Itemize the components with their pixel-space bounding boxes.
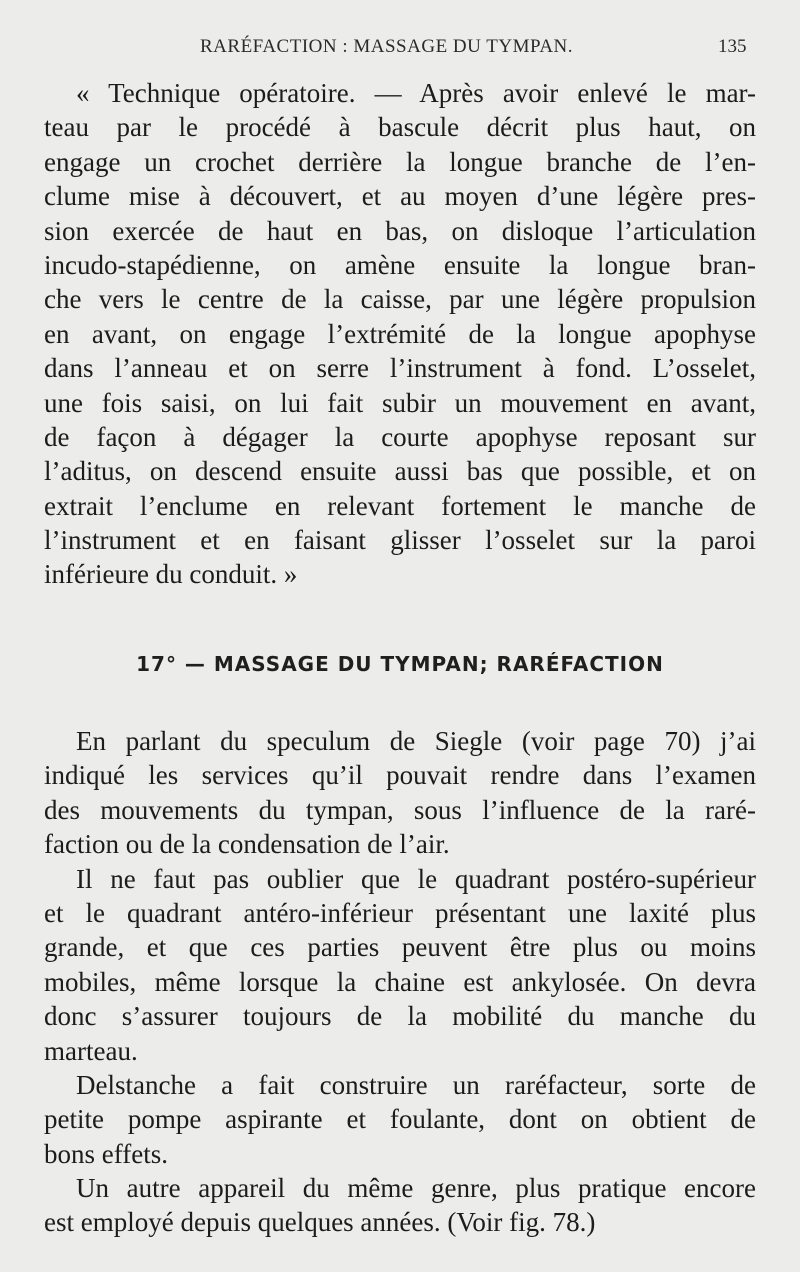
text-line: petite pompe aspirante et foulante, dont on obtient de [44, 1104, 756, 1135]
text-line: incudo-stapédienne, on amène ensuite la longue bran- [44, 249, 756, 280]
running-head [0, 34, 800, 62]
text-line: indiqué les services qu’il pouvait rendre dans l’examen [44, 760, 756, 791]
text-line: inférieure du conduit. » [44, 559, 298, 590]
text-line: engage un crochet derrière la longue branche de l’en- [44, 146, 756, 177]
text-line: clume mise à découvert, et au moyen d’une légère pres- [44, 181, 756, 212]
text-line: dans l’anneau et on serre l’instrument à fond. L’osselet, [44, 353, 756, 384]
section-heading: 17° — MASSAGE DU TYMPAN; RARÉFACTION [136, 652, 664, 676]
quoted-technique-paragraph [44, 76, 756, 592]
text-line: Un autre appareil du même genre, plus pratique encore [76, 1173, 756, 1204]
text-line: l’instrument et en faisant glisser l’osselet sur la paroi [44, 525, 756, 556]
section-body [44, 724, 756, 1240]
text-line: est employé depuis quelques années. (Voir fig. 78.) [44, 1207, 596, 1238]
text-line: che vers le centre de la caisse, par une légère propulsion [44, 284, 756, 315]
text-line: grande, et que ces parties peuvent être plus ou moins [44, 932, 756, 963]
text-line: en avant, on engage l’extrémité de la longue apophyse [44, 318, 756, 349]
text-line: teau par le procédé à bascule décrit plus haut, on [44, 112, 756, 143]
text-line: donc s’assurer toujours de la mobilité du manche du [44, 1001, 756, 1032]
text-line: de façon à dégager la courte apophyse reposant sur [44, 421, 756, 452]
page-number: 135 [718, 36, 747, 57]
text-line: marteau. [44, 1035, 138, 1066]
text-line: faction ou de la condensation de l’air. [44, 829, 450, 860]
text-line: mobiles, même lorsque la chaine est ankylosée. On devra [44, 966, 756, 997]
text-line: Il ne faut pas oublier que le quadrant postéro-supérieur [76, 863, 756, 894]
text-line: En parlant du speculum de Siegle (voir page 70) j’ai [76, 726, 756, 756]
text-line: « Technique opératoire. — Après avoir enlevé le mar- [76, 78, 756, 108]
text-line: bons effets. [44, 1138, 168, 1169]
text-line: Delstanche a fait construire un raréfacteur, sorte de [76, 1069, 756, 1100]
text-line: et le quadrant antéro-inférieur présentant une laxité plus [44, 897, 756, 928]
running-head-title: RARÉFACTION : MASSAGE DU TYMPAN. [200, 36, 574, 57]
text-line: l’aditus, on descend ensuite aussi bas que possible, et on [44, 456, 756, 487]
text-line: une fois saisi, on lui fait subir un mouvement en avant, [44, 387, 756, 418]
text-line: sion exercée de haut en bas, on disloque l’articulation [44, 215, 756, 246]
text-line: des mouvements du tympan, sous l’influence de la raré- [44, 794, 756, 825]
text-line: extrait l’enclume en relevant fortement le manche de [44, 490, 756, 521]
